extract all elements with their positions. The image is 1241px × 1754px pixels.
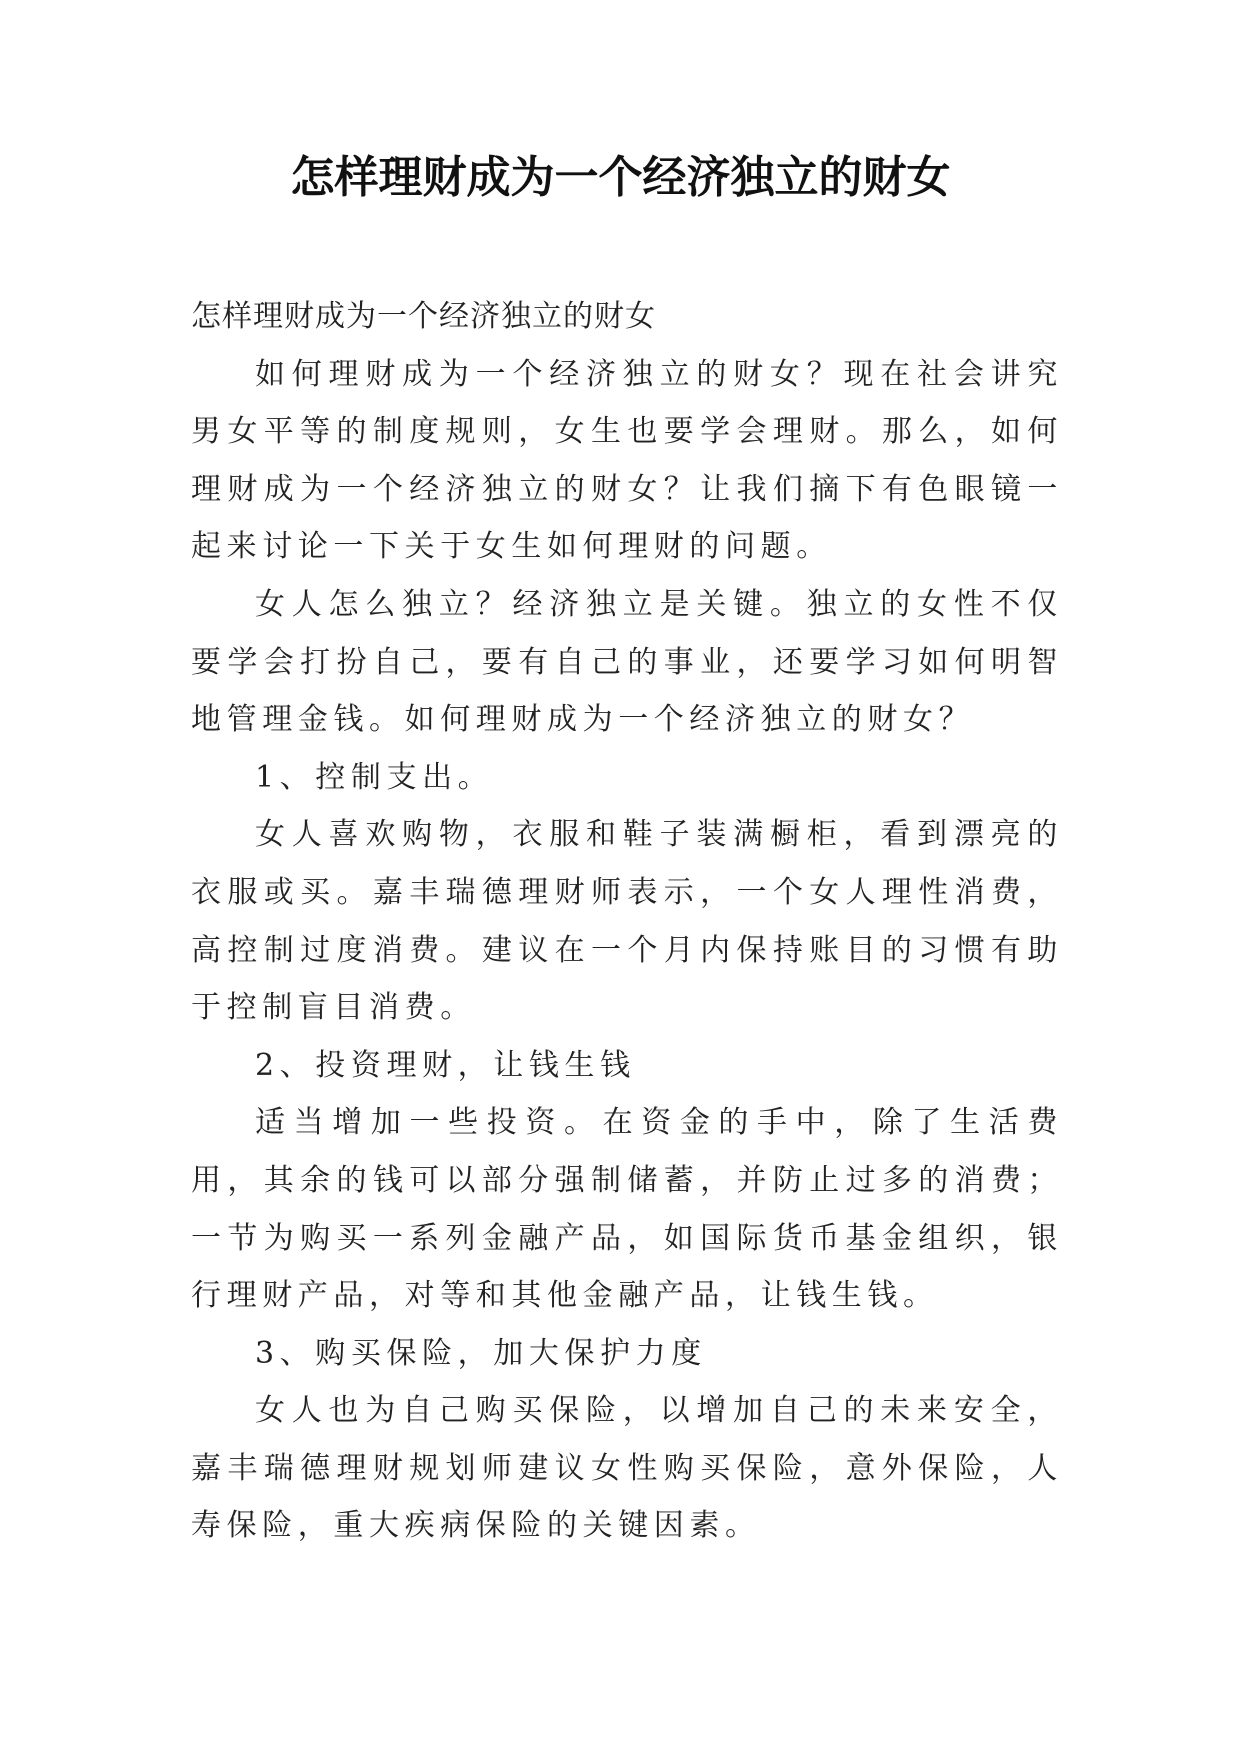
section-heading-control-spending: 1、控制支出。	[255, 759, 494, 795]
paragraph-control-spending: 女人喜欢购物，衣服和鞋子装满橱柜，看到漂亮的衣服或买。嘉丰瑞德理财师表示，一个女人理性消费，高控制过度消费。建议在一个月内保持账目的习惯有助于控制盲目消费。	[191, 817, 1063, 1026]
document-subtitle: 怎样理财成为一个经济独立的财女	[191, 299, 656, 334]
paragraph-insurance: 女人也为自己购买保险，以增加自己的未来安全，嘉丰瑞德理财规划师建议女性购买保险，意外保险，人寿保险，重大疾病保险的关键因素。	[191, 1393, 1063, 1544]
document-body	[191, 288, 1063, 1555]
section-heading-investment: 2、投资理财，让钱生钱	[255, 1047, 636, 1083]
paragraph-investment: 适当增加一些投资。在资金的手中，除了生活费用，其余的钱可以部分强制储蓄，并防止过多的消费；一节为购买一系列金融产品，如国际货币基金组织，银行理财产品，对等和其他金融产品，让钱生钱。	[191, 1105, 1063, 1314]
document-title: 怎样理财成为一个经济独立的财女	[290, 152, 951, 203]
paragraph-independence: 女人怎么独立？经济独立是关键。独立的女性不仅要学会打扮自己，要有自己的事业，还要学习如何明智地管理金钱。如何理财成为一个经济独立的财女？	[191, 586, 1063, 738]
section-heading-insurance: 3、购买保险，加大保护力度	[255, 1335, 707, 1371]
paragraph-intro: 如何理财成为一个经济独立的财女？现在社会讲究男女平等的制度规则，女生也要学会理财。那么，如何理财成为一个经济独立的财女？让我们摘下有色眼镜一起来讨论一下关于女生如何理财的问题。	[191, 356, 1063, 565]
